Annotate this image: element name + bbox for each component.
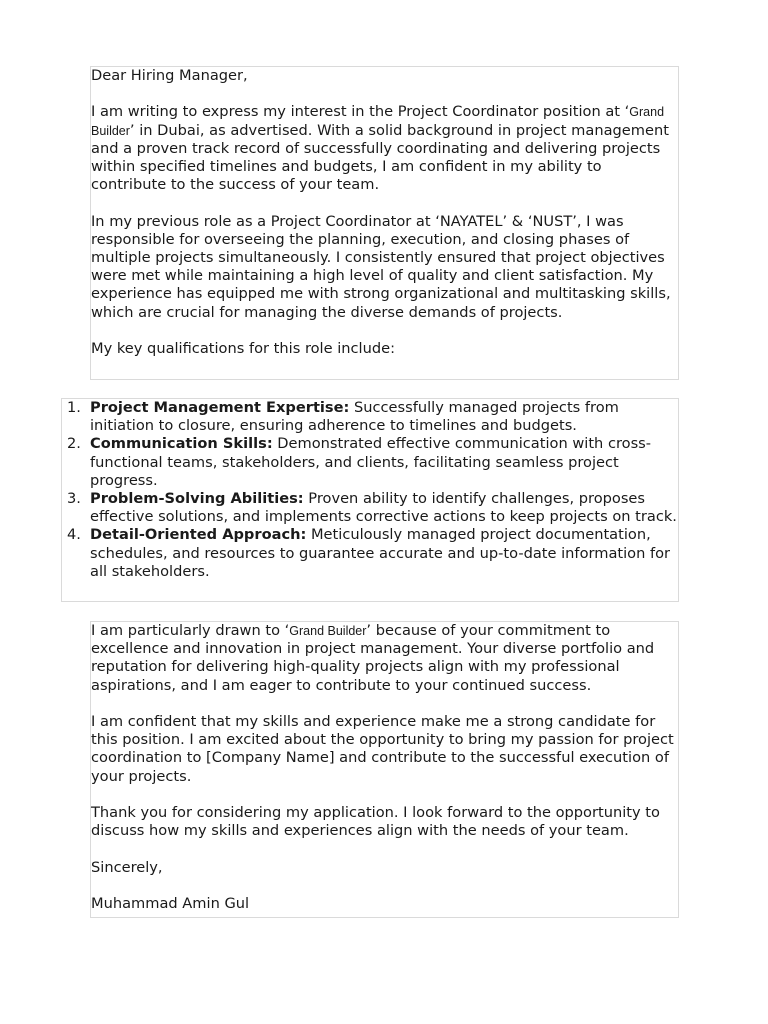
paragraph-spacer — [91, 840, 678, 858]
qualification-text: Demonstrated effective communication with cross-functional teams, stakeholders, and clients, facilitating seamless project progress. — [90, 435, 652, 489]
letter-intro-block — [90, 66, 679, 380]
qualification-title: Problem-Solving Abilities: — [90, 490, 304, 508]
qualification-item — [62, 490, 678, 526]
qualification-text: Meticulously managed project documentation, schedules, and resources to guarantee accurate and up-to-date information for all stakeholders. — [90, 526, 671, 580]
qualification-text: Proven ability to identify challenges, proposes effective solutions, and implements corrective actions to keep projects on track. — [90, 490, 677, 526]
company-name: Grand Builder — [289, 624, 367, 638]
opening-text-start: I am writing to express my interest in the Project Coordinator position at ‘ — [91, 103, 630, 121]
confidence-paragraph: I am confident that my skills and experience make me a strong candidate for this position. I am excited about the opportunity to bring my passion for project coordination to [Company Name] and contribute to the successful execution of your projects. — [91, 713, 674, 785]
signature-name: Muhammad Amin Gul — [91, 894, 250, 912]
item-number: 4. — [67, 526, 81, 544]
salutation: Dear Hiring Manager, — [91, 67, 248, 84]
qualifications-intro: My key qualifications for this role include: — [91, 340, 396, 357]
paragraph-spacer — [91, 877, 678, 895]
motivation-text-start: I am particularly drawn to ‘ — [91, 622, 290, 639]
closing-line: Sincerely, — [91, 858, 163, 876]
qualification-item — [62, 399, 678, 435]
motivation-paragraph — [91, 622, 678, 695]
opening-paragraph — [91, 103, 678, 194]
qualification-title: Project Management Expertise: — [90, 399, 350, 416]
qualification-item — [62, 435, 678, 490]
qualification-item — [62, 526, 678, 581]
qualifications-block — [61, 398, 679, 602]
qualification-title: Communication Skills: — [90, 435, 273, 453]
company-name: Grand Builder — [91, 105, 665, 138]
letter-closing-block — [90, 621, 679, 918]
paragraph-spacer — [91, 322, 678, 340]
item-number: 1. — [67, 399, 81, 416]
opening-text-end: ’ in Dubai, as advertised. With a solid background in project management and a proven track record of successfully coordinating and delivering projects within specified timelines and budgets, I am confident in my ability to contribute to the success of your team. — [91, 121, 669, 194]
experience-paragraph: In my previous role as a Project Coordinator at ‘NAYATEL’ & ‘NUST’, I was responsible for overseeing the planning, execution, and closing phases of multiple projects simultaneously. I consistently ensured that project objectives were met while maintaining a high level of quality and client satisfaction. My experience has equipped me with strong organizational and multitasking skills, which are crucial for managing the diverse demands of projects. — [91, 212, 671, 321]
qualification-title: Detail-Oriented Approach: — [90, 526, 307, 544]
paragraph-spacer — [91, 194, 678, 212]
paragraph-spacer — [91, 786, 678, 804]
paragraph-spacer — [91, 85, 678, 103]
qualification-text: Successfully managed projects from initiation to closure, ensuring adherence to timelines and budgets. — [90, 399, 619, 435]
motivation-text-end: ’ because of your commitment to excellence and innovation in project management. Your diverse portfolio and reputation for delivering high-quality projects align with my professional aspirations, and I am eager to contribute to your continued success. — [91, 622, 655, 694]
thanks-paragraph: Thank you for considering my application. I look forward to the opportunity to discuss how my skills and experiences align with the needs of your team. — [91, 804, 660, 840]
item-number: 3. — [67, 490, 81, 508]
qualifications-list — [62, 399, 678, 581]
item-number: 2. — [67, 435, 81, 453]
paragraph-spacer — [91, 695, 678, 713]
